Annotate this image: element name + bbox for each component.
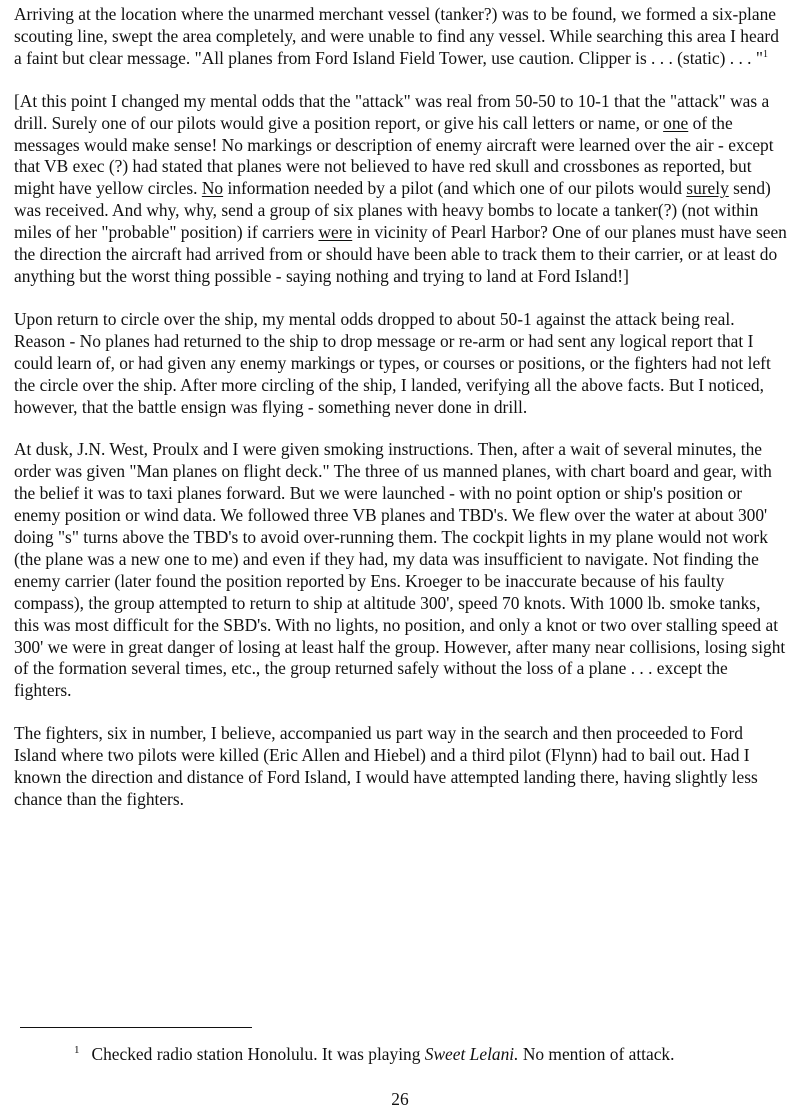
paragraph-return-to-ship: Upon return to circle over the ship, my mental odds dropped to about 50-1 against the attack being real. Reason - No planes had returned to the ship to drop message or re-arm or had sent any logical report that I could learn of, or had given any enemy markings or types, or courses or positions, or the fighters had not left the circle over the ship. After more circling of the ship, I landed, verifying all the above facts. But I noticed, however, that the battle ensign was flying - something never done in drill. — [14, 308, 771, 417]
paragraph-dusk-launch: At dusk, J.N. West, Proulx and I were given smoking instructions. Then, after a wait of several minutes, the order was given "Man planes on flight deck." The three of us manned planes, with chart board and gear, with the belief it was to taxi planes forward. But we were launched - with no point option or ship's position or enemy position or wind data. We followed three VB planes and TBD's. We flew over the water at about 300' doing "s" turns above the TBD's to avoid over-running them. The cockpit lights in my plane would not work (the plane was a new one to me) and even if they had, my data was insufficient to navigate. Not finding the enemy carrier (later found the position reported by Ens. Kroeger to be inaccurate because of his faulty compass), the group attempted to return to ship at altitude 300', speed 70 knots. With 1000 lb. smoke tanks, this was most difficult for the SBD's. With no lights, no position, and only a knot or two over stalling speed at 300' we were in great danger of losing at least half the group. However, after many near collisions, losing sight of the formation several times, etc., the group returned safely without the loss of a plane . . . except the fighters. — [14, 439, 786, 701]
underlined-word: were — [318, 222, 353, 243]
paragraph-text-segment: of the messages would make sense! No markings or description of enemy aircraft were learned over the air - except that VB exec (?) had stated that planes were not believed to have red skull and crossbones as reported, but might have yellow circles. — [14, 112, 774, 199]
page-number: 26 — [391, 1089, 409, 1109]
underlined-word: one — [663, 112, 689, 133]
paragraph-arrival-text: Arriving at the location where the unarmed merchant vessel (tanker?) was to be found, we formed a six-plane scouting line, swept the area completely, and were unable to find any vessel. While searching this area I heard a faint but clear message. "All planes from Ford Island Field Tower, use caution. Clipper is . . . (static) . . . " — [14, 4, 779, 68]
paragraph-fighters: The fighters, six in number, I believe, accompanied us part way in the search and then proceeded to Ford Island where two pilots were killed (Eric Allen and Hiebel) and a third pilot (Flynn) had to bail out. Had I known the direction and distance of Ford Island, I would have attempted landing there, having slightly less chance than the fighters. — [14, 723, 758, 809]
paragraph-text-segment: in vicinity of Pearl Harbor? One of our planes must have seen the direction the aircraft had arrived from or should have been able to track them to their carrier, or at least do anything but the worst thing possible - saying nothing and trying to land at Ford Island!] — [14, 222, 787, 286]
paragraph-text-segment: send) was received. And why, why, send a group of six planes with heavy bombs to locate a tanker(?) (not within miles of her "probable" position) if carriers — [14, 178, 771, 243]
footnote-text: Checked radio station Honolulu. It was playing — [91, 1044, 425, 1064]
paragraph-text-segment: information needed by a pilot (and which one of our pilots would — [223, 178, 687, 199]
footnote-text-end: No mention of attack. — [518, 1044, 675, 1064]
paragraph-mental-odds — [14, 91, 788, 288]
footnote — [74, 1043, 790, 1065]
underlined-word: No — [201, 178, 224, 199]
footnote-number: 1 — [74, 1044, 80, 1057]
underlined-word: surely — [686, 178, 729, 199]
footnote-separator — [20, 1027, 252, 1028]
paragraph-text-segment: [At this point I changed my mental odds that the "attack" was real from 50-50 to 10-1 that the "attack" was a drill. Surely one of our pilots would give a position report, or give his call letters or name, or — [14, 90, 770, 133]
footnote-song-title: Sweet Lelani. — [424, 1044, 519, 1064]
footnote-reference: 1 — [762, 49, 768, 61]
paragraph-arrival — [14, 4, 788, 70]
